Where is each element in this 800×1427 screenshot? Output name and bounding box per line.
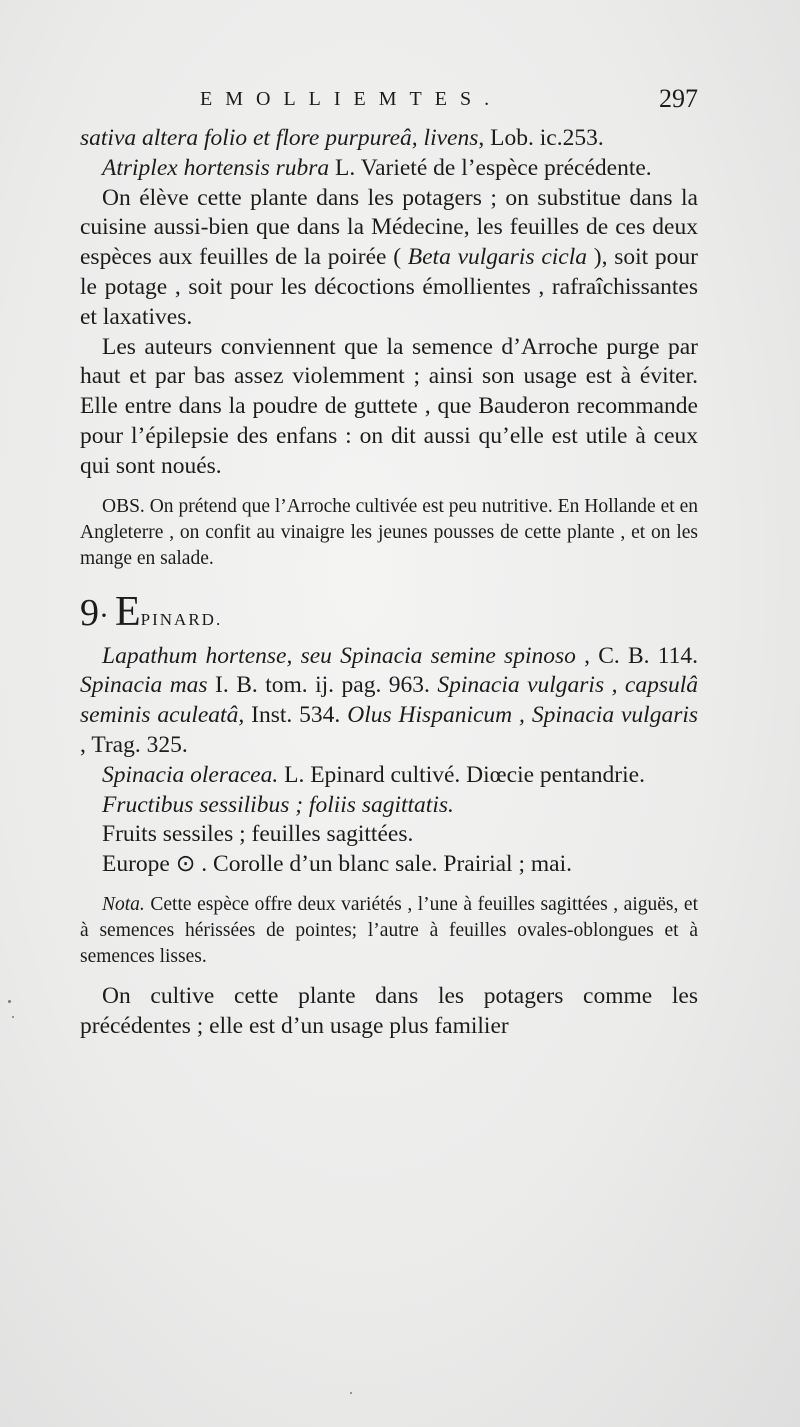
page-number: 297 (659, 84, 698, 113)
classification: L. Epinard cultivé. Diœcie pentandrie. (278, 761, 645, 788)
paper-speck (350, 1392, 352, 1394)
reference: Inst. 534. (244, 702, 341, 729)
section-number: 9 (80, 591, 99, 634)
final-paragraph: On cultive cette plante dans les potagers comme les précédentes ; elle est d’un usage plus familier (80, 982, 698, 1039)
usage-text-a: On élève cette plante dans les potagers ; on substitue dans la cuisine aussi-bien que dans la Médecine, les feuilles de ces deux espèces aux feuilles de la poirée ( (80, 184, 698, 271)
paper-speck (12, 1016, 14, 1018)
variety-text: L. Varieté de l’espèce précédente. (329, 154, 652, 181)
paragraph-variety (80, 154, 698, 184)
section-dot: · (99, 598, 109, 632)
text-block (80, 84, 699, 1042)
paragraph-continued (80, 124, 698, 154)
usage-text-b: ), soit pour le potage , soit pour les décoctions émollientes , rafraîchissantes et laxatives. (80, 244, 698, 330)
section-heading (80, 588, 698, 636)
habitat-paragraph: Europe ⊙ . Corolle d’un blanc sale. Prairial ; mai. (102, 851, 572, 878)
latin-name: Spinacia vulgaris , capsulâ seminis aculeatâ, (80, 672, 699, 729)
running-head (80, 84, 698, 124)
french-description: Fruits sessiles ; feuilles sagittées. (102, 821, 414, 848)
synonyms-paragraph (80, 642, 698, 761)
latin-description-text: Fructibus sessilibus ; foliis sagittatis. (102, 791, 454, 818)
reference: , C. B. 114. (575, 642, 699, 669)
section-title-rest: PINARD. (140, 609, 223, 629)
nota-paragraph (80, 892, 698, 970)
latin-name: Beta vulgaris cicla (407, 244, 588, 271)
latin-name: sativa altera folio et flore purpureâ, livens (80, 125, 479, 151)
linnaean-name-paragraph (80, 761, 698, 791)
latin-name: Spinacia oleracea. (102, 761, 279, 788)
latin-name: Atriplex hortensis rubra (102, 154, 330, 181)
latin-description (80, 791, 698, 821)
nota-label: Nota. (102, 893, 145, 915)
latin-name: Olus Hispanicum , Spinacia vulgaris (347, 702, 699, 729)
nota-text: Cette espèce offre deux variétés , l’une à feuilles sagittées , aiguës, et à semences hérissées de pointes; l’autre à feuilles ovales-oblongues et à semences lisses. (80, 893, 698, 967)
latin-name: Spinacia mas (80, 672, 208, 699)
reference: I. B. tom. ij. pag. 963. (207, 672, 438, 699)
running-title: EMOLLIEMTES. (200, 88, 503, 110)
paragraph-usage (80, 184, 698, 333)
section-initial: E (115, 588, 141, 635)
paragraph-observation: OBS. On prétend que l’Arroche cultivée est peu nutritive. En Hollande et en Angleterre , on confit au vinaigre les jeunes pousses de cette plante , et on les mange en salade. (80, 495, 698, 569)
paragraph-authors: Les auteurs conviennent que la semence d’Arroche purge par haut et par bas assez violemment ; ainsi son usage est à éviter. Elle entre dans la poudre de guttete , que Bauderon recommande pour l’épilepsie des enfans : on dit aussi qu’elle est utile à ceux qui sont noués. (80, 333, 698, 479)
latin-name: Lapathum hortense, seu Spinacia semine spinoso (102, 642, 576, 669)
reference: , Trag. 325. (80, 731, 188, 758)
paper-speck (8, 1000, 11, 1003)
reference: , Lob. ic.253. (478, 125, 604, 151)
